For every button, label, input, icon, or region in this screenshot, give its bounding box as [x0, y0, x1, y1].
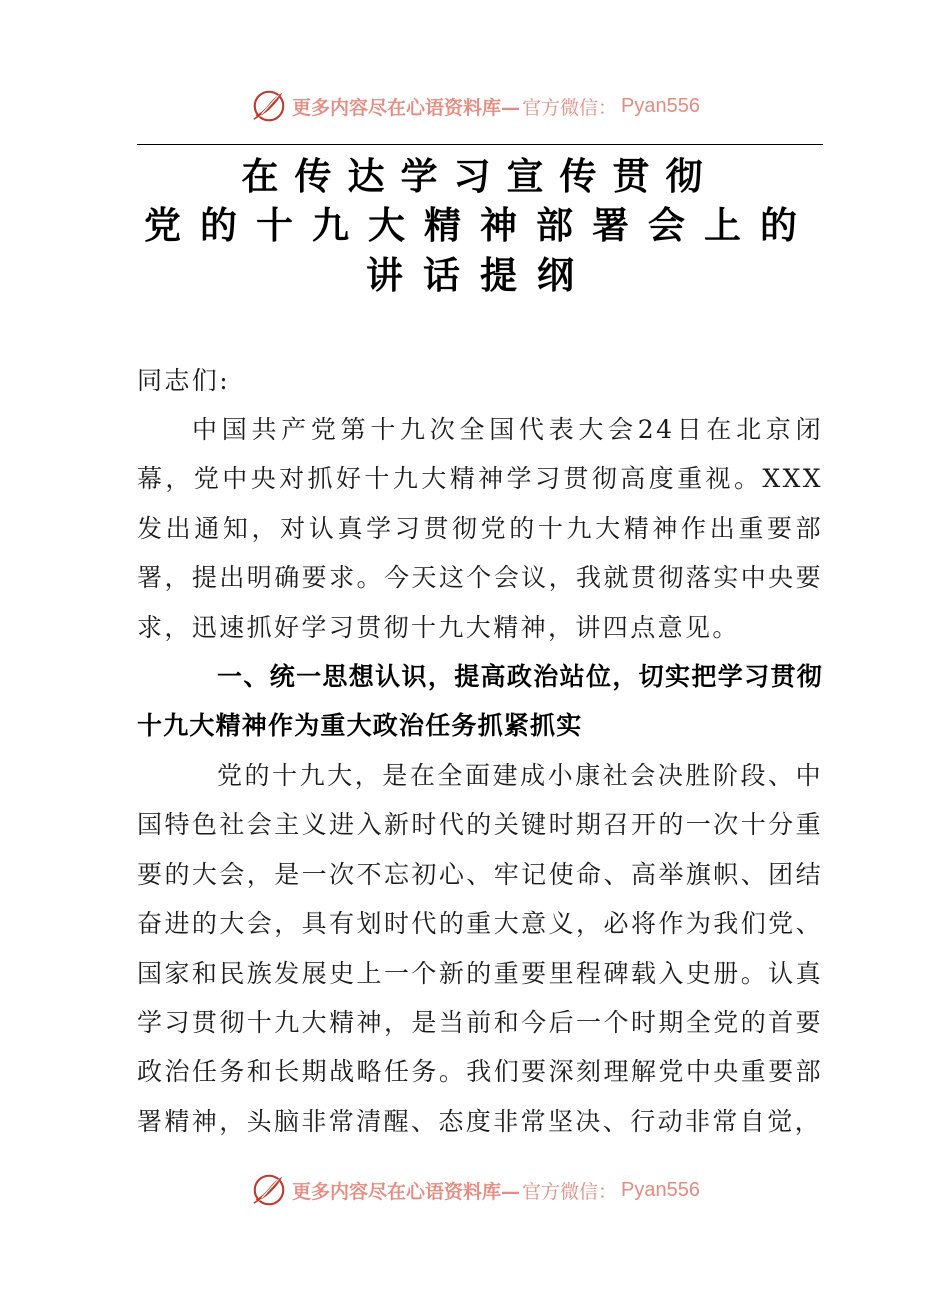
salutation: 同志们: [137, 366, 231, 395]
watermark-brand-text: 更多内容尽在心语资料库— [292, 1180, 521, 1203]
watermark-wechat-label: 官方微信： [522, 96, 618, 119]
header-divider [137, 144, 823, 145]
watermark-footer [0, 1170, 950, 1210]
intro-paragraph: 中国共产党第十九次全国代表大会24日在北京闭幕，党中央对抓好十九大精神学习贯彻高度重视。XXX 发出通知，对认真学习贯彻党的十九大精神作出重要部署，提出明确要求。今天这个会议，我就贯彻落实中央要求，迅速抓好学习贯彻十九大精神，讲四点意见。 [137, 415, 823, 642]
quill-seal-icon [250, 1171, 288, 1209]
watermark-header [0, 86, 950, 126]
document-title-line-3: 讲话提纲 [366, 253, 594, 297]
watermark-wechat-label: 官方微信： [522, 1180, 618, 1203]
section-heading-1: 一、统一思想认识，提高政治站位，切实把学习贯彻十九大精神作为重大政治任务抓紧抓实 [137, 662, 823, 741]
watermark-wechat-id: Pyan556 [621, 1178, 700, 1201]
document-title-line-2: 党的十九大精神部署会上的 [144, 203, 816, 247]
document-title-line-1: 在传达学习宣传贯彻 [241, 154, 719, 198]
watermark-wechat-id: Pyan556 [621, 94, 700, 117]
watermark-brand-text: 更多内容尽在心语资料库— [292, 96, 521, 119]
quill-seal-icon [250, 87, 288, 125]
section-1-paragraph: 党的十九大，是在全面建成小康社会决胜阶段、中国特色社会主义进入新时代的关键时期召开的一次十分重要的大会，是一次不忘初心、牢记使命、高举旗帜、团结奋进的大会，具有划时代的重大意义，必将作为我们党、国家和民族发展史上一个新的重要里程碑载入史册。认真学习贯彻十九大精神，是当前和今后一个时期全党的首要政治任务和长期战略任务。我们要深刻理解党中央重要部署精神，头脑非常清醒、态度非常坚决、行动非常自觉， [137, 761, 823, 1136]
